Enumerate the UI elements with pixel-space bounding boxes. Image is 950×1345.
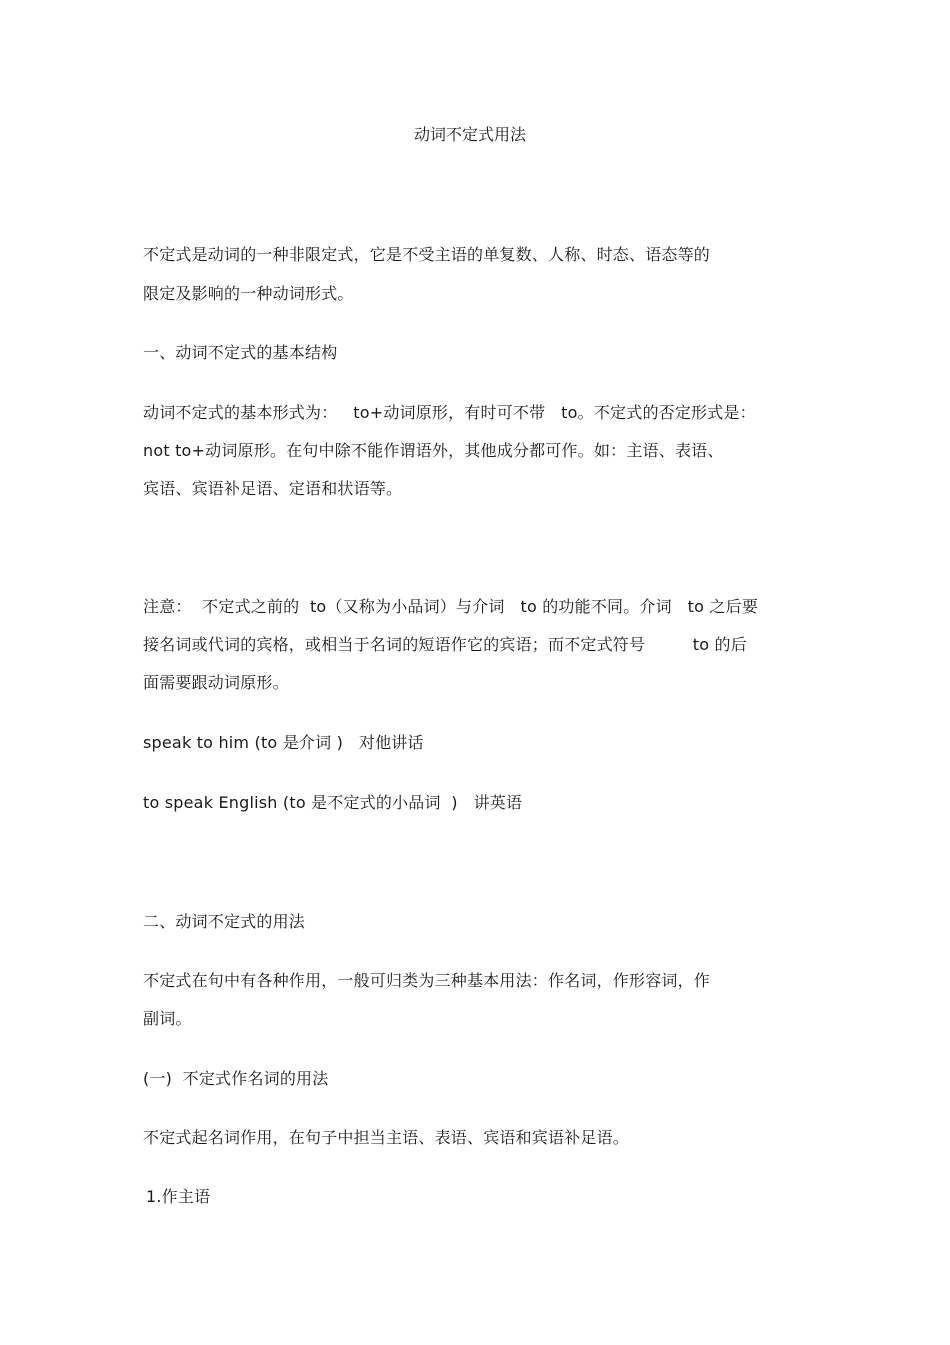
section-1-line-3: 宾语、宾语补足语、定语和状语等。 xyxy=(143,479,403,498)
subsection-1-line-1: 不定式起名词作用，在句子中担当主语、表语、宾语和宾语补足语。 xyxy=(143,1128,630,1147)
example-2: to speak English (to 是不定式的小品词 ) 讲英语 xyxy=(143,793,523,812)
intro-line-1: 不定式是动词的一种非限定式，它是不受主语的单复数、人称、时态、语态等的 xyxy=(143,245,711,264)
note-line-1: 注意： 不定式之前的 to（又称为小品词）与介词 to 的功能不同。介词 to 之后要 xyxy=(143,597,759,616)
item-1-heading: 1.作主语 xyxy=(146,1187,211,1206)
intro-line-2: 限定及影响的一种动词形式。 xyxy=(143,284,354,303)
section-1-heading: 一、动词不定式的基本结构 xyxy=(143,343,338,362)
section-2-line-2: 副词。 xyxy=(143,1009,192,1028)
note-line-3: 面需要跟动词原形。 xyxy=(143,673,289,692)
document-title: 动词不定式用法 xyxy=(413,125,526,144)
section-1-line-1: 动词不定式的基本形式为： to+动词原形，有时可不带 to。不定式的否定形式是： xyxy=(143,403,756,422)
example-1: speak to him (to 是介词 ) 对他讲话 xyxy=(143,733,424,752)
section-2-line-1: 不定式在句中有各种作用，一般可归类为三种基本用法：作名词，作形容词，作 xyxy=(143,971,711,990)
section-2-heading: 二、动词不定式的用法 xyxy=(143,912,306,931)
subsection-1-heading: (一) 不定式作名词的用法 xyxy=(143,1069,329,1088)
note-line-2: 接名词或代词的宾格，或相当于名词的短语作它的宾语；而不定式符号 to 的后 xyxy=(143,635,747,654)
section-1-line-2: not to+动词原形。在句中除不能作谓语外，其他成分都可作。如：主语、表语、 xyxy=(143,441,724,460)
